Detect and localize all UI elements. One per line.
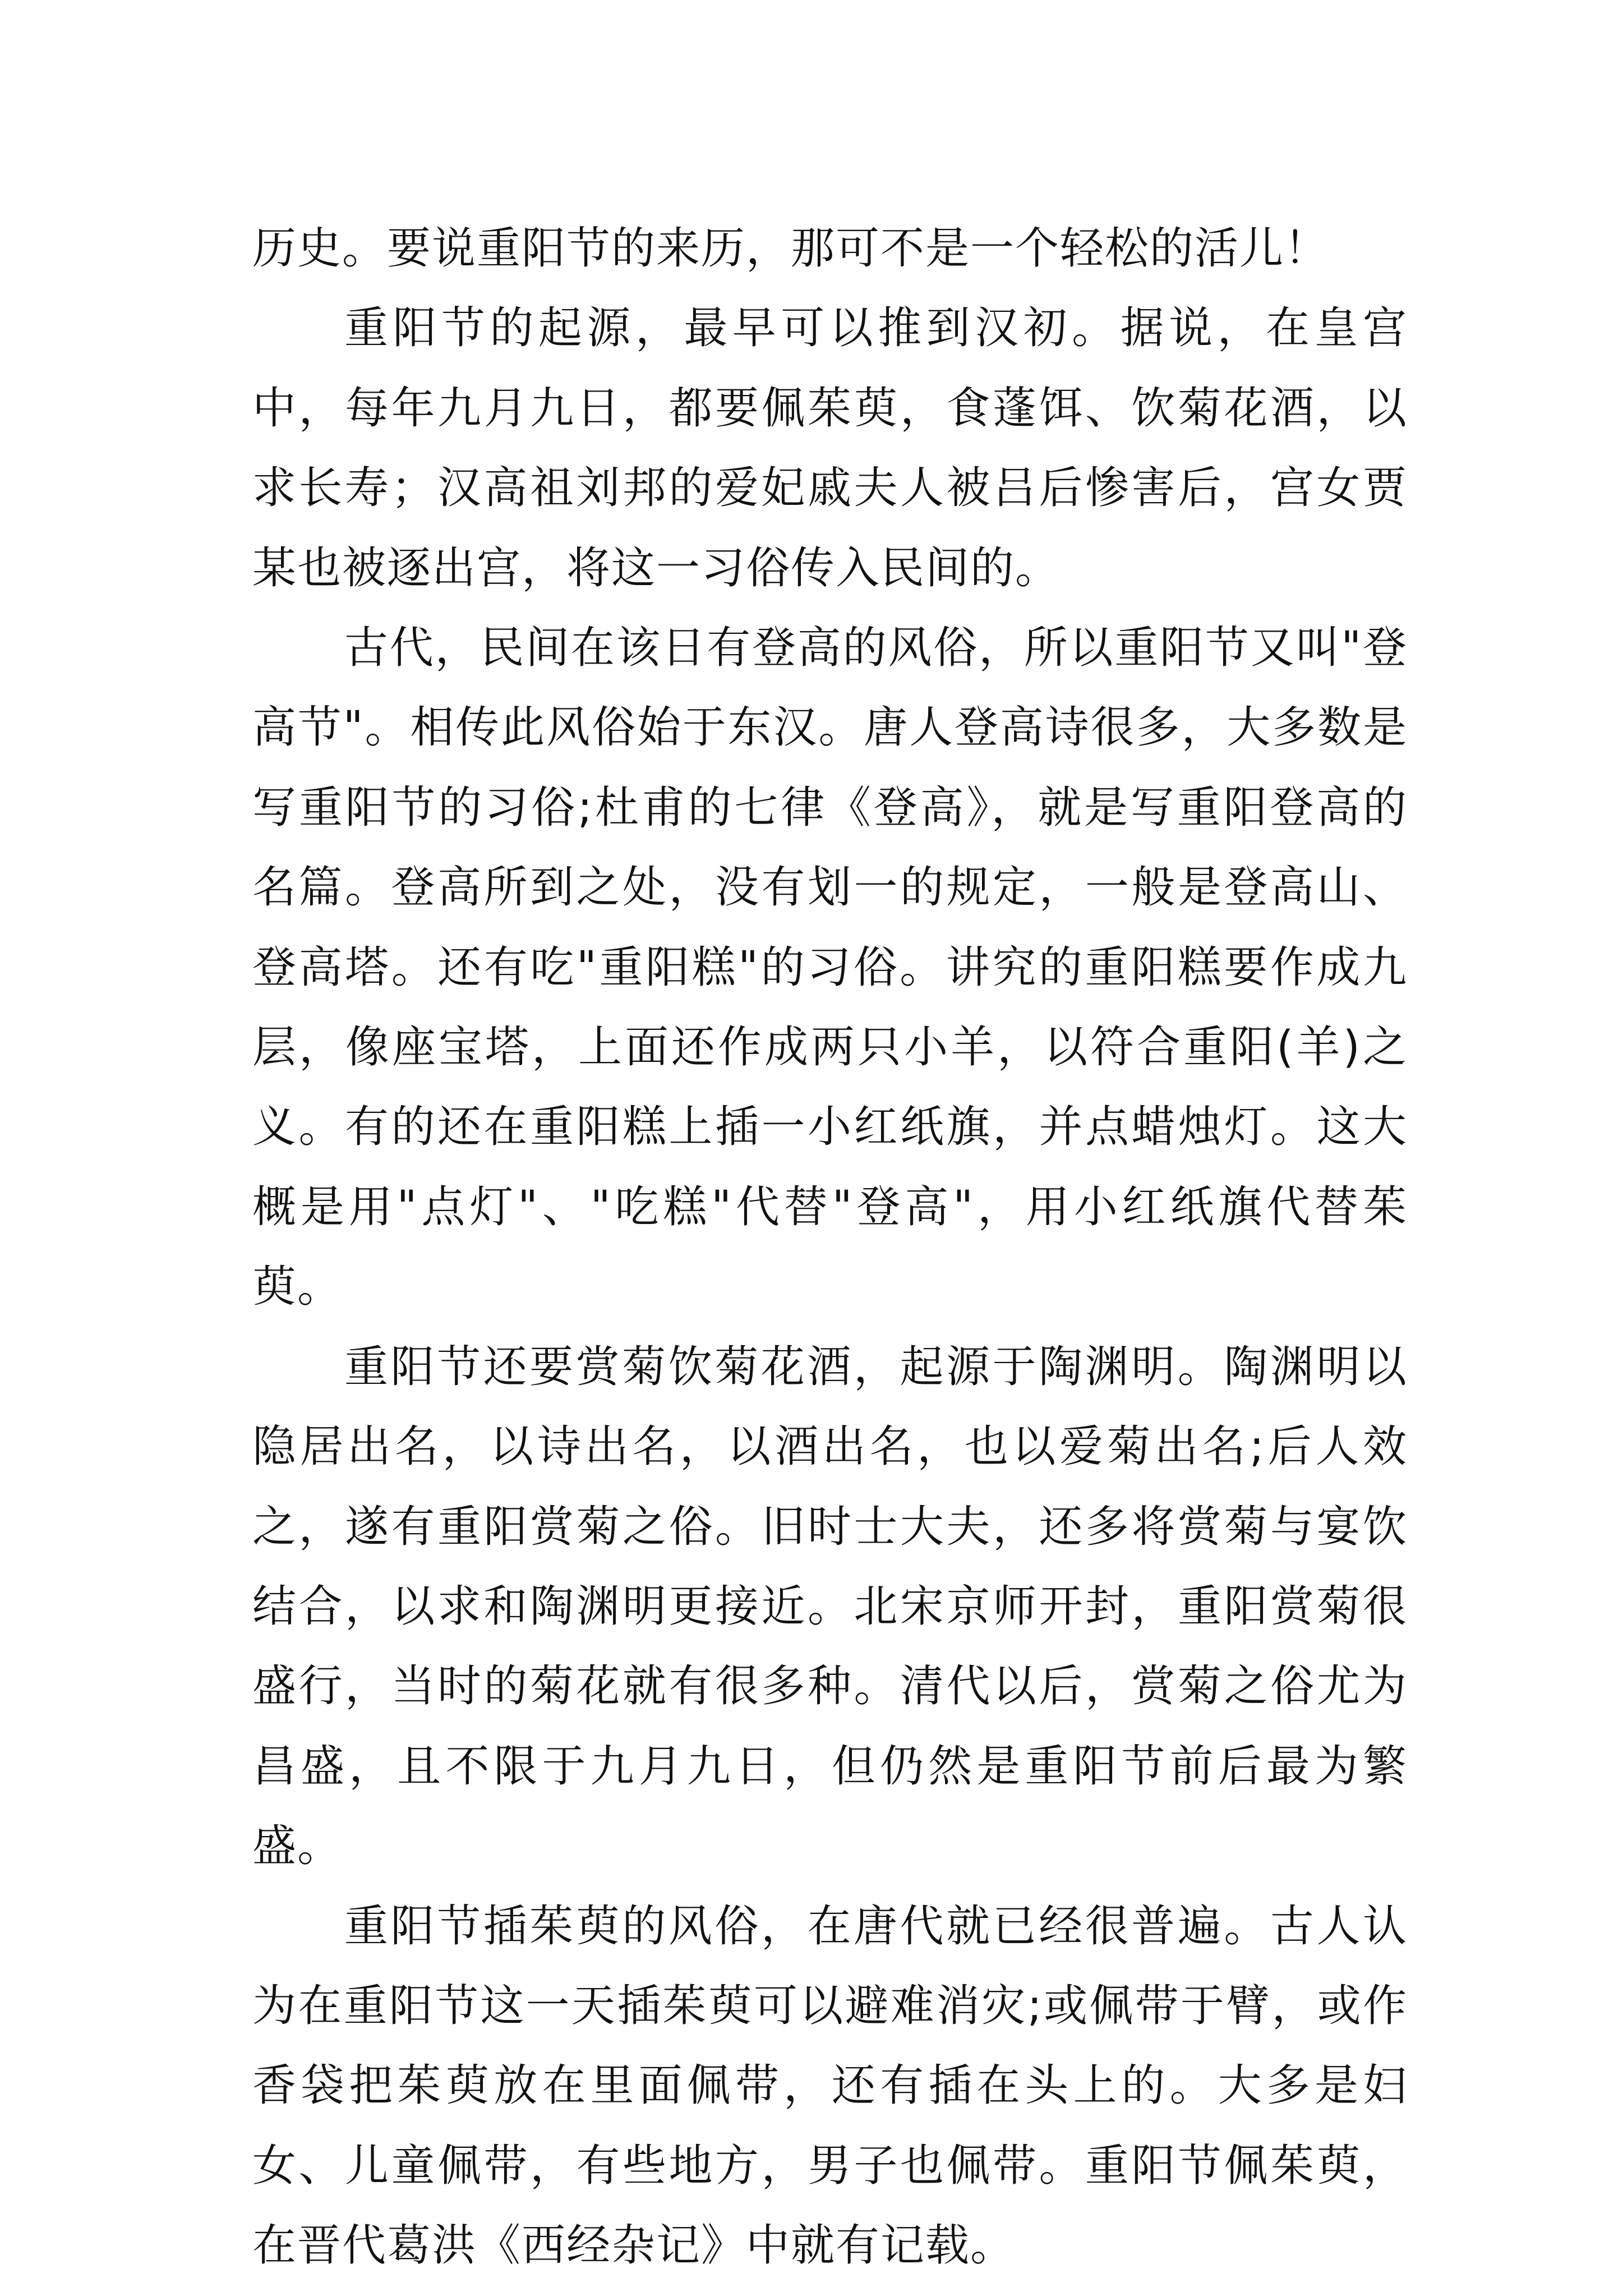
paragraph-chrysanthemum: 重阳节还要赏菊饮菊花酒，起源于陶渊明。陶渊明以隐居出名，以诗出名，以酒出名，也以爱菊出名;后人效之，遂有重阳赏菊之俗。旧时士大夫，还多将赏菊与宴饮结合，以求和陶渊明更接近。北宋京师开封，重阳赏菊很盛行，当时的菊花就有很多种。清代以后，赏菊之俗尤为昌盛，且不限于九月九日，但仍然是重阳节前后最为繁盛。 [252,1341,1408,1872]
paragraph-continuation: 历史。要说重阳节的来历，那可不是一个轻松的活儿！ [252,223,1330,274]
paragraph-climbing-custom: 古代，民间在该日有登高的风俗，所以重阳节又叫"登高节"。相传此风俗始于东汉。唐人登高诗很多，大多数是写重阳节的习俗;杜甫的七律《登高》，就是写重阳登高的名篇。登高所到之处，没有划一的规定，一般是登高山、登高塔。还有吃"重阳糕"的习俗。讲究的重阳糕要作成九层，像座宝塔，上面还作成两只小羊，以符合重阳(羊)之义。有的还在重阳糕上插一小红纸旗，并点蜡烛灯。这大概是用"点灯"、"吃糕"代替"登高"，用小红纸旗代替茱萸。 [252,623,1408,1313]
paragraph-zhuyu: 重阳节插茱萸的风俗，在唐代就已经很普遍。古人认为在重阳节这一天插茱萸可以避难消灾;或佩带于臂，或作香袋把茱萸放在里面佩带，还有插在头上的。大多是妇女、儿童佩带，有些地方，男子也佩带。重阳节佩茱萸，在晋代葛洪《西经杂记》中就有记载。 [252,1901,1408,2271]
paragraph-origin: 重阳节的起源，最早可以推到汉初。据说，在皇宫中，每年九月九日，都要佩茱萸，食蓬饵、饮菊花酒，以求长寿；汉高祖刘邦的爱妃戚夫人被吕后惨害后，宫女贾某也被逐出宫，将这一习俗传入民间的。 [252,303,1408,593]
document-body [252,209,1408,2286]
